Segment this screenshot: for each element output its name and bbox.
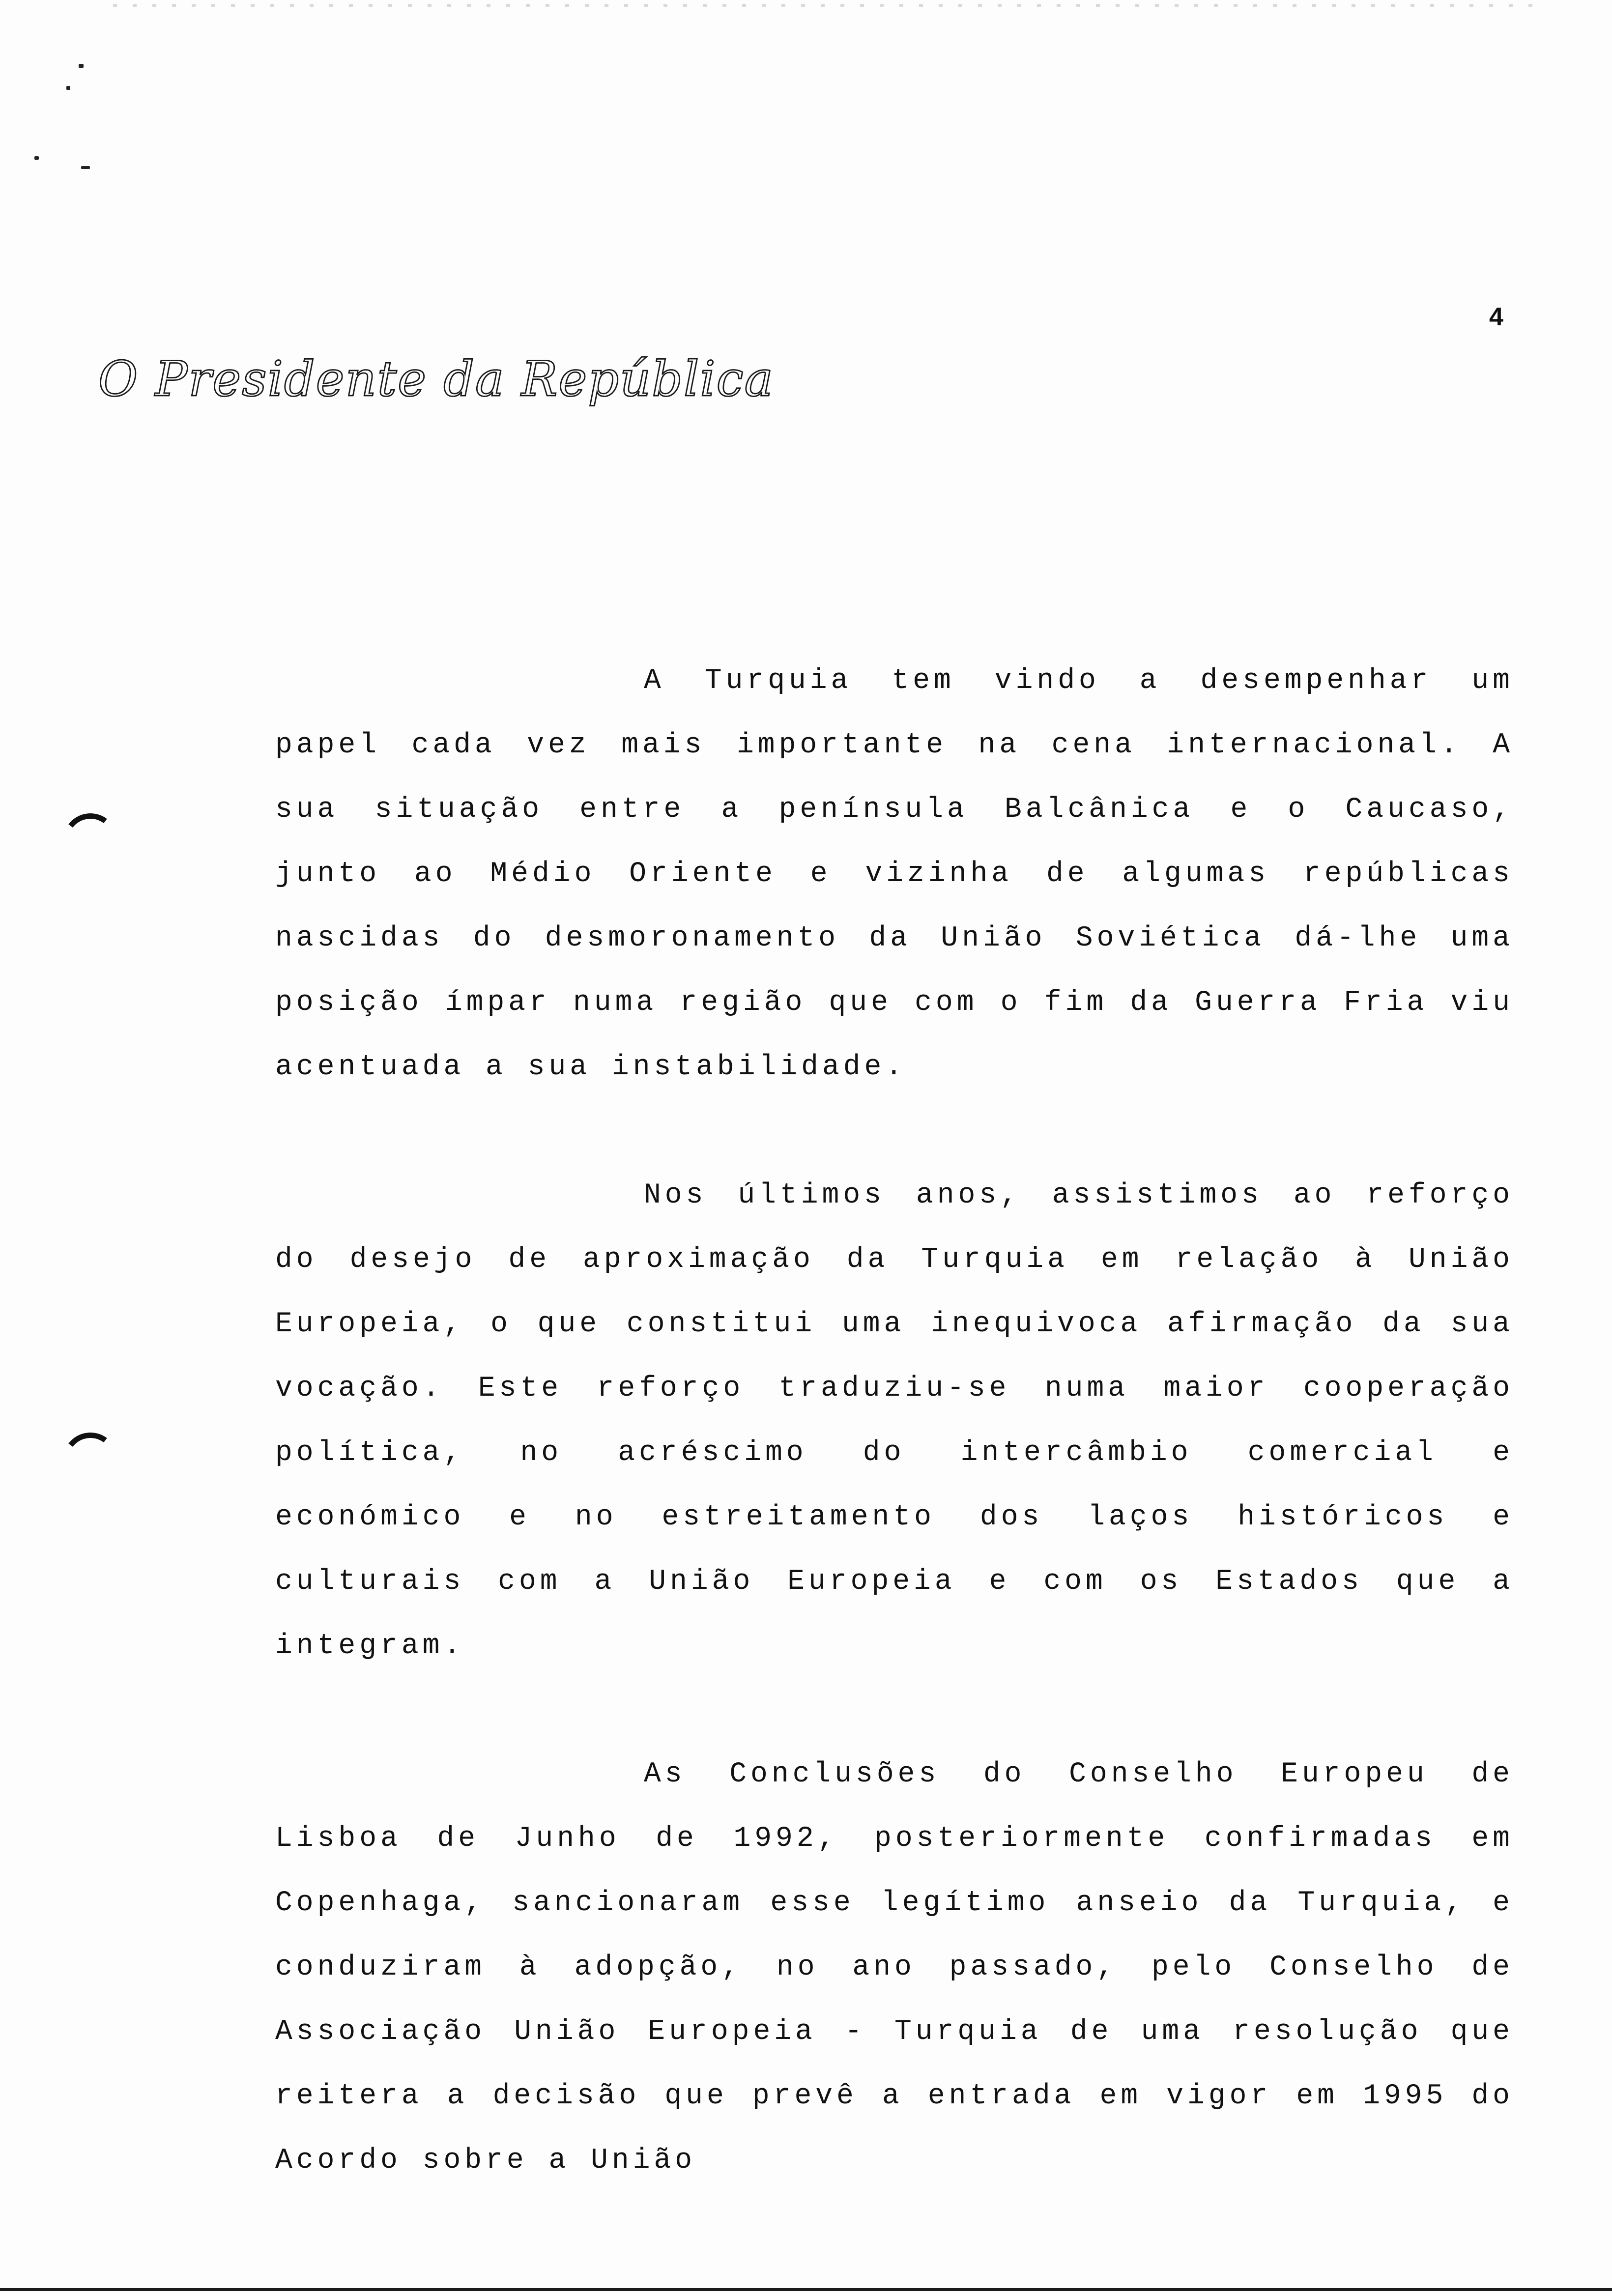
letterhead-script bbox=[93, 344, 774, 418]
scan-noise bbox=[113, 4, 1548, 7]
letterhead-text: O Presidente da República bbox=[98, 351, 774, 407]
scan-mark bbox=[79, 64, 84, 68]
hole-punch-mark bbox=[59, 1429, 121, 1491]
scan-mark bbox=[66, 86, 70, 90]
presidential-letterhead bbox=[93, 344, 774, 418]
document-body bbox=[275, 649, 1514, 2257]
paragraph: A Turquia tem vindo a desempenhar um papel cada vez mais importante na cena internacional. A sua situação entre a península Balcânica e o Caucaso, junto ao Médio Oriente e vizinha de algumas repúblicas nascidas do desmoronamento da União Soviética dá-lhe uma posição ímpar numa região que com o fim da Guerra Fria viu acentuada a sua instabilidade. bbox=[275, 665, 1514, 1083]
scan-mark bbox=[34, 156, 39, 160]
scan-mark bbox=[81, 166, 90, 169]
page-number: 4 bbox=[1489, 303, 1503, 331]
paragraph: Nos últimos anos, assistimos ao reforço do desejo de aproximação da Turquia em relação à União Europeia, o que constitui uma inequivoca afirmação da sua vocação. Este reforço traduziu-se numa maior cooperação política, no acréscimo do intercâmbio comercial e económico e no estreitamento dos laços históricos e culturais com a União Europeia e com os Estados que a integram. bbox=[275, 1179, 1514, 1662]
paragraph: As Conclusões do Conselho Europeu de Lisboa de Junho de 1992, posteriormente confirmadas em Copenhaga, sancionaram esse legítimo anseio da Turquia, e conduziram à adopção, no ano passado, pelo Conselho de Associação União Europeia - Turquia de uma resolução que reitera a decisão que prevê a entrada em vigor em 1995 do Acordo sobre a União bbox=[275, 1758, 1514, 2177]
page-bottom-edge bbox=[0, 2288, 1612, 2291]
hole-punch-mark bbox=[59, 810, 121, 872]
